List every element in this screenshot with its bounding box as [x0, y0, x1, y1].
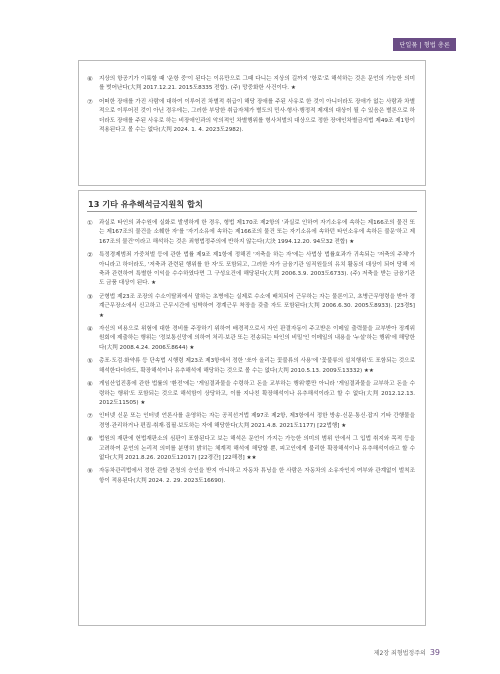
list-item — [87, 412, 415, 431]
item-number: ④ — [87, 325, 93, 334]
list-item — [87, 219, 415, 247]
list-item — [87, 467, 415, 486]
case-list — [87, 219, 415, 490]
case-box-1 — [78, 60, 426, 186]
page-number: 39 — [429, 648, 440, 657]
item-number: ⑦ — [87, 412, 93, 421]
item-text: 군형법 제23조 조장의 수소이탈죄에서 말하는 초병에는 실제로 수소에 배치되어 근무하는 자는 물론이고, 초병근무명령을 받아 경계근무장소에서 신고하고 근무시간에 임박하여 경계근무 착장을 갖출 자도 포함된다(大判 2006.6.30. 2005도8933). [23경5] ★ — [99, 293, 415, 319]
item-number: ① — [87, 219, 93, 227]
list-item — [87, 357, 415, 376]
section-title: 13 기타 유추해석금지원칙 합치 — [88, 199, 203, 209]
title-divider — [87, 211, 417, 212]
case-box-2 — [78, 190, 426, 626]
item-text: 법원의 재판에 헌법재판소의 심판이 포함된다고 보는 해석은 문언이 가지는 가능한 의미의 범위 안에서 그 입법 취지와 목적 등을 고려하여 문언의 논리적 의미를 분명히 밝히는 체계적 해석에 해당할 뿐, 피고인에게 불리한 확장해석이나 유추해석이라고 할 수 없다(大判 2021.8.26. 2020도12017) [22경간] [22해경] ★★ — [99, 436, 415, 461]
chapter-label: 제2장 죄형법정주의 — [373, 650, 426, 657]
item-text: 자동차관리법에서 정한 관할 관청의 승인을 받지 아니하고 자동차 튜닝을 한 사람은 자동차의 소유자인지 여부와 관계없이 벌칙조항이 적용된다(大判 2024. 2. 29. 2023도16690). — [99, 468, 415, 484]
list-item — [87, 380, 415, 408]
item-text: 총포·도검·화약류 등 단속법 시행령 제23조 제3항에서 정한 '쏘아 올리는 꽃불류의 사용'에 '꽃불류의 설치행위'도 포함되는 것으로 해석한다더라도, 확장해석이나 유추해석에 해당하는 것으로 볼 수는 없다(大判 2010.5.13. 2009도13332) ★★ — [99, 358, 415, 374]
case-list — [87, 75, 415, 139]
list-item — [87, 325, 415, 353]
item-number: ② — [87, 251, 93, 260]
item-number: ⑥ — [87, 380, 93, 389]
item-text: 게임산업진흥에 관한 법률의 '환전'에는 '게임결과물을 수령하고 돈을 교부하는 행위'뿐만 아니라 '게임결과물을 교부하고 돈을 수령하는 행위'도 포함되는 것으로 해석함이 상당하고, 이를 지나친 확장해석이나 유추해석이라고 할 수 없다(大判 2012.12.13. 2012도11505) ★ — [99, 381, 415, 406]
header-tab: 단일묶 | 형법 총론 — [393, 38, 456, 51]
item-number: ⑧ — [87, 435, 93, 444]
item-text: 특정경제범죄 가중처벌 등에 관한 법률 제9조 제1항에 정해진 '저축을 하는 자'에는 사법상 법률효과가 귀속되는 '저축의 주체'가 아니라고 하더라도, '저축과 관련된 행위를 한 자'도 포함되고, 그러한 자가 금융기관 임직원들의 유치 활동의 대상이 되어 당해 저축과 관련하여 특별한 이익을 수수하였다면 그 구성요건에 해당된다(大判 2006.3.9. 2003도6733). (주) 저축을 받는 금융기관도 금품 대상이 된다. ★ — [99, 252, 415, 287]
list-item — [87, 98, 415, 136]
list-item — [87, 293, 415, 321]
item-text: 자신의 비용으로 위험에 대한 경비를 주장하기 위하여 배경적으로서 자인 판결자동이 주고받은 이메일 출력물을 교부받아 징계위원회에 제출하는 행위는 '정보통신망에 의하여 처리·보관 또는 전송되는 타인의 비밀'인 이메일의 내용을 '누설'하는 행위'에 해당한다(大判 2008.4.24. 2006도8644) ★ — [99, 326, 415, 351]
list-item — [87, 251, 415, 289]
item-text: 과실로 타인의 과수원에 실화로 발생하게 한 경우, 형법 제170조 제2항의 '과실로 인하여 자기소유에 속하는 제166조의 물건 또는 제167조의 물건을 소훼한 자'를 '자기소유에 속하는 제166조의 물건 또는 자기소유에 속하던 타인소유에 속하든 불문'하고 제167조의 물건'이라고 해석하는 것은 죄형법정주의에 반하지 않는다(大決 1994.12.20. 94모32 전합) ★ — [99, 220, 415, 245]
item-text: 지상의 항공기가 이륙할 때 '운항 중'이 된다는 이유만으로 그때 다니는 지상의 길까지 '항로'로 해석하는 것은 문언의 가능한 의미를 벗어난다(大判 2017.12.21. 2015도8335 전합). (주) 망중화한 사건이다. ★ — [99, 76, 415, 92]
item-number: ⑤ — [87, 357, 93, 366]
list-item — [87, 75, 415, 94]
item-number: ⑦ — [87, 97, 93, 106]
item-text: 인터넷 신문 또는 인터넷 언론사를 운영하는 자는 공직선거법 제97조 제2항, 제3항에서 정한 방송·신문·통신·잡지 기타 간행물을 경영·관리하거나 편집·취재·집필·보도하는 자에 해당한다(大判 2021.4.8. 2021도1177) [22법행] ★ — [99, 413, 415, 429]
page-footer — [374, 648, 440, 657]
item-number: ⑥ — [87, 75, 93, 83]
item-number: ⑨ — [87, 467, 93, 476]
item-number: ③ — [87, 292, 93, 301]
item-text: 어떠한 장애를 가진 사람에 대하여 이루어진 차별적 취급이 해당 장애를 주된 사유로 한 것이 아니더라도 장애가 없는 사람과 차별적으로 이루어진 것이 아닌 경우에는, 그러한 부당한 취급자체가 별도의 민사·형사·행정적 제재의 대상이 될 수 있음은 별론으로 하더라도 장애를 주된 사유로 하는 비장애인과의 악의적인 차별행위를 형사처벌의 대상으로 정한 장애인차별금지법 제49조 제1항이 적용된다고 볼 수는 없다(大判 2024. 1. 4. 2023도2982). — [99, 98, 415, 134]
list-item — [87, 435, 415, 463]
